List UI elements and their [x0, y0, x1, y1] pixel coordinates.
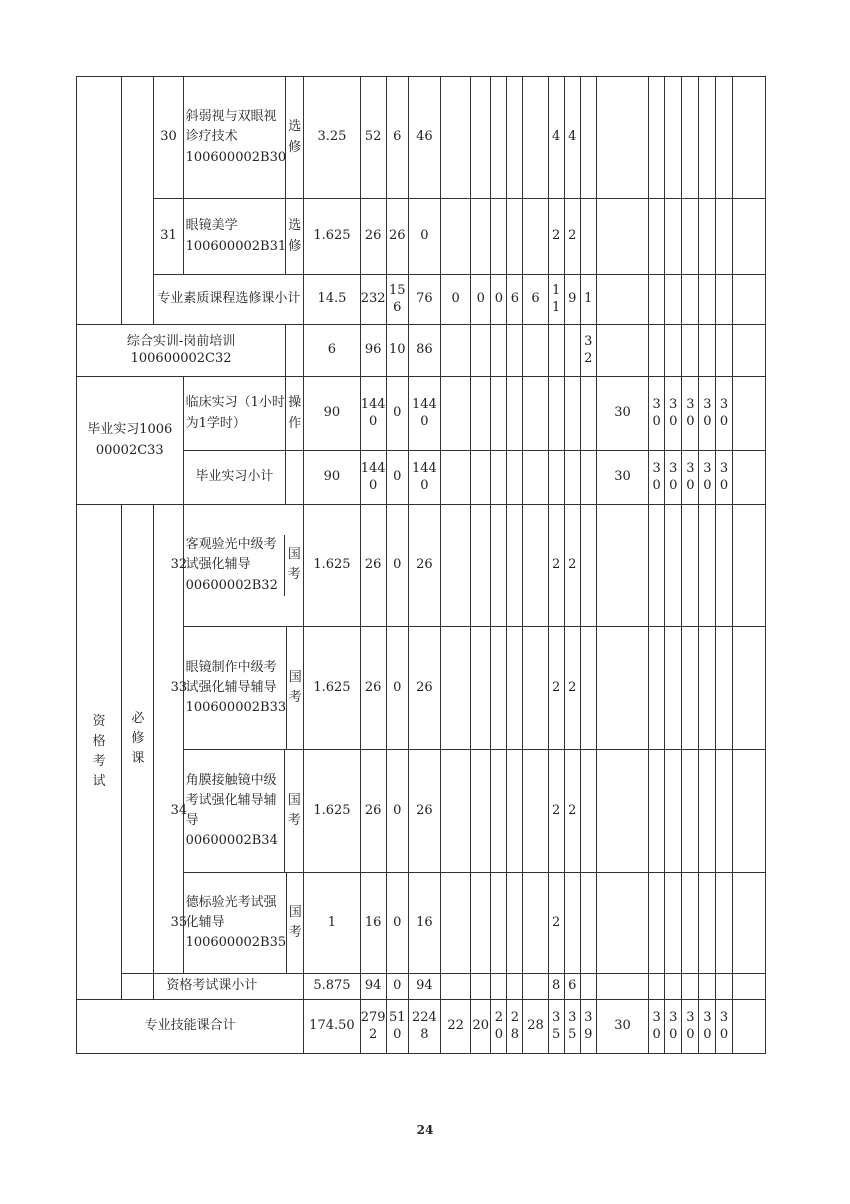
week-hours: 4 — [564, 77, 580, 199]
course-name: 角膜接触镜中级考试强化辅导辅导00600002B34 — [185, 772, 278, 849]
hours: 30 — [665, 451, 682, 505]
theory-hours: 510 — [386, 1000, 408, 1054]
practice-hours: 1440 — [408, 377, 440, 451]
semester-hours: 6 — [507, 275, 523, 325]
week-hours: 2 — [564, 627, 580, 750]
course-name-cell: 34 角膜接触镜中级考试强化辅导辅导00600002B34 国考 — [183, 750, 304, 873]
hours: 30 — [716, 451, 732, 505]
theory-hours: 10 — [386, 325, 408, 377]
hours: 30 — [699, 451, 716, 505]
course-name: 德标验光考试强化辅导100600002B35 — [185, 894, 287, 951]
total-hours: 1440 — [360, 377, 386, 451]
practice-hours: 0 — [408, 199, 440, 275]
table-row — [77, 505, 766, 627]
total-hours: 26 — [360, 750, 386, 873]
grand-total-label: 专业技能课合计 — [77, 1000, 304, 1054]
credit: 6 — [304, 325, 360, 377]
credit: 1.625 — [304, 199, 360, 275]
course-type: 国考 — [286, 627, 303, 749]
semester-hours: 0 — [491, 275, 507, 325]
practice-hours: 16 — [408, 873, 440, 974]
subtotal-label: 毕业实习小计 — [183, 451, 286, 505]
week-hours: 2 — [548, 505, 564, 627]
total-hours: 26 — [360, 505, 386, 627]
course-type: 选修 — [286, 199, 304, 275]
grand-total-row — [77, 1000, 766, 1054]
total-hours: 26 — [360, 199, 386, 275]
qualification-exam-label: 资格考试 — [77, 505, 122, 1000]
week-hours: 2 — [548, 199, 564, 275]
credit: 1.625 — [304, 505, 360, 627]
subcategory-cell — [122, 77, 154, 325]
table-row — [77, 325, 766, 377]
semester-hours: 6 — [523, 275, 548, 325]
hours: 30 — [649, 377, 665, 451]
subtotal-label: 专业素质课程选修课小计 — [154, 275, 304, 325]
week-hours: 2 — [548, 873, 564, 974]
practice-hours: 26 — [408, 750, 440, 873]
week-hours: 8 — [548, 974, 564, 1000]
week-hours: 11 — [548, 275, 564, 325]
total-hours: 16 — [360, 873, 386, 974]
semester-hours: 20 — [471, 1000, 491, 1054]
category-cell — [77, 77, 122, 325]
required-course-label: 必修课 — [122, 505, 154, 974]
hours: 30 — [682, 377, 699, 451]
hours: 30 — [682, 1000, 699, 1054]
week-hours: 32 — [580, 325, 596, 377]
theory-hours: 0 — [386, 451, 408, 505]
week-hours: 2 — [548, 627, 564, 750]
theory-hours: 0 — [386, 873, 408, 974]
course-type: 国考 — [284, 750, 303, 872]
course-name-cell: 33 眼镜制作中级考试强化辅导辅导100600002B33 国考 — [183, 627, 304, 750]
week-hours: 2 — [564, 750, 580, 873]
week-hours: 2 — [548, 750, 564, 873]
table-row — [77, 377, 766, 451]
theory-hours: 0 — [386, 974, 408, 1000]
credit: 3.25 — [304, 77, 360, 199]
semester-hours: 0 — [471, 275, 491, 325]
practice-hours: 94 — [408, 974, 440, 1000]
total-hours: 26 — [360, 627, 386, 750]
week-hours: 35 — [564, 1000, 580, 1054]
graduation-internship-label: 毕业实习100600002C33 — [77, 377, 184, 505]
course-type: 国考 — [284, 535, 303, 595]
week-hours: 39 — [580, 1000, 596, 1054]
theory-hours: 6 — [386, 77, 408, 199]
semester-hours: 20 — [491, 1000, 507, 1054]
total-hours: 52 — [360, 77, 386, 199]
credit: 90 — [304, 377, 360, 451]
credit: 5.875 — [304, 974, 360, 1000]
semester-hours: 28 — [523, 1000, 548, 1054]
course-name-cell: 32 客观验光中级考试强化辅导00600002B32 国考 — [183, 505, 304, 627]
credit: 174.50 — [304, 1000, 360, 1054]
course-type: 操作 — [286, 377, 304, 451]
theory-hours: 156 — [386, 275, 408, 325]
hours: 30 — [649, 451, 665, 505]
theory-hours: 26 — [386, 199, 408, 275]
practice-hours: 46 — [408, 77, 440, 199]
row-number: 30 — [154, 77, 183, 199]
hours: 30 — [716, 1000, 732, 1054]
course-type: 国考 — [286, 873, 303, 973]
course-name: 综合实训-岗前培训100600002C32 — [77, 325, 286, 377]
hours: 30 — [699, 377, 716, 451]
credit: 1.625 — [304, 750, 360, 873]
subtotal-row — [77, 974, 766, 1000]
practice-hours: 26 — [408, 627, 440, 750]
hours: 30 — [665, 1000, 682, 1054]
subgroup-cell — [154, 505, 183, 974]
total-hours: 232 — [360, 275, 386, 325]
practice-hours: 26 — [408, 505, 440, 627]
hours: 30 — [649, 1000, 665, 1054]
week-hours: 35 — [548, 1000, 564, 1054]
semester-hours: 28 — [507, 1000, 523, 1054]
credit: 1 — [304, 873, 360, 974]
week-hours: 2 — [564, 199, 580, 275]
hours: 30 — [682, 451, 699, 505]
credit: 90 — [304, 451, 360, 505]
hours: 30 — [699, 1000, 716, 1054]
course-name: 眼镜制作中级考试强化辅导辅导100600002B33 — [185, 659, 287, 716]
hours: 30 — [665, 377, 682, 451]
week-hours: 2 — [564, 505, 580, 627]
course-name: 眼镜美学100600002B31 — [183, 199, 286, 275]
practice-hours: 1440 — [408, 451, 440, 505]
course-name: 临床实习（1小时为1学时） — [183, 377, 286, 451]
total-hours: 1440 — [360, 451, 386, 505]
practice-hours: 76 — [408, 275, 440, 325]
week-hours: 9 — [564, 275, 580, 325]
hours: 30 — [716, 377, 732, 451]
course-name: 斜弱视与双眼视诊疗技术100600002B30 — [183, 77, 286, 199]
course-name-cell: 35 德标验光考试强化辅导100600002B35 国考 — [183, 873, 304, 974]
weeks: 30 — [596, 377, 648, 451]
total-hours: 94 — [360, 974, 386, 1000]
theory-hours: 0 — [386, 505, 408, 627]
subtotal-row — [77, 275, 766, 325]
row-number: 31 — [154, 199, 183, 275]
practice-hours: 2248 — [408, 1000, 440, 1054]
total-hours: 2792 — [360, 1000, 386, 1054]
theory-hours: 0 — [386, 750, 408, 873]
course-type: 选修 — [286, 77, 304, 199]
page-number: 24 — [416, 1123, 434, 1137]
semester-hours: 22 — [441, 1000, 471, 1054]
practice-hours: 86 — [408, 325, 440, 377]
theory-hours: 0 — [386, 377, 408, 451]
credit: 1.625 — [304, 627, 360, 750]
table-row — [77, 199, 766, 275]
course-name: 客观验光中级考试强化辅导00600002B32 — [185, 537, 278, 593]
credit: 14.5 — [304, 275, 360, 325]
theory-hours: 0 — [386, 627, 408, 750]
semester-hours: 0 — [441, 275, 471, 325]
week-hours: 4 — [548, 77, 564, 199]
total-hours: 96 — [360, 325, 386, 377]
week-hours: 6 — [564, 974, 580, 1000]
weeks: 30 — [596, 451, 648, 505]
weeks: 30 — [596, 1000, 648, 1054]
week-hours: 1 — [580, 275, 596, 325]
subtotal-label: 资格考试课小计 — [154, 974, 304, 1000]
course-schedule-table — [76, 76, 766, 1054]
table-row — [77, 77, 766, 199]
